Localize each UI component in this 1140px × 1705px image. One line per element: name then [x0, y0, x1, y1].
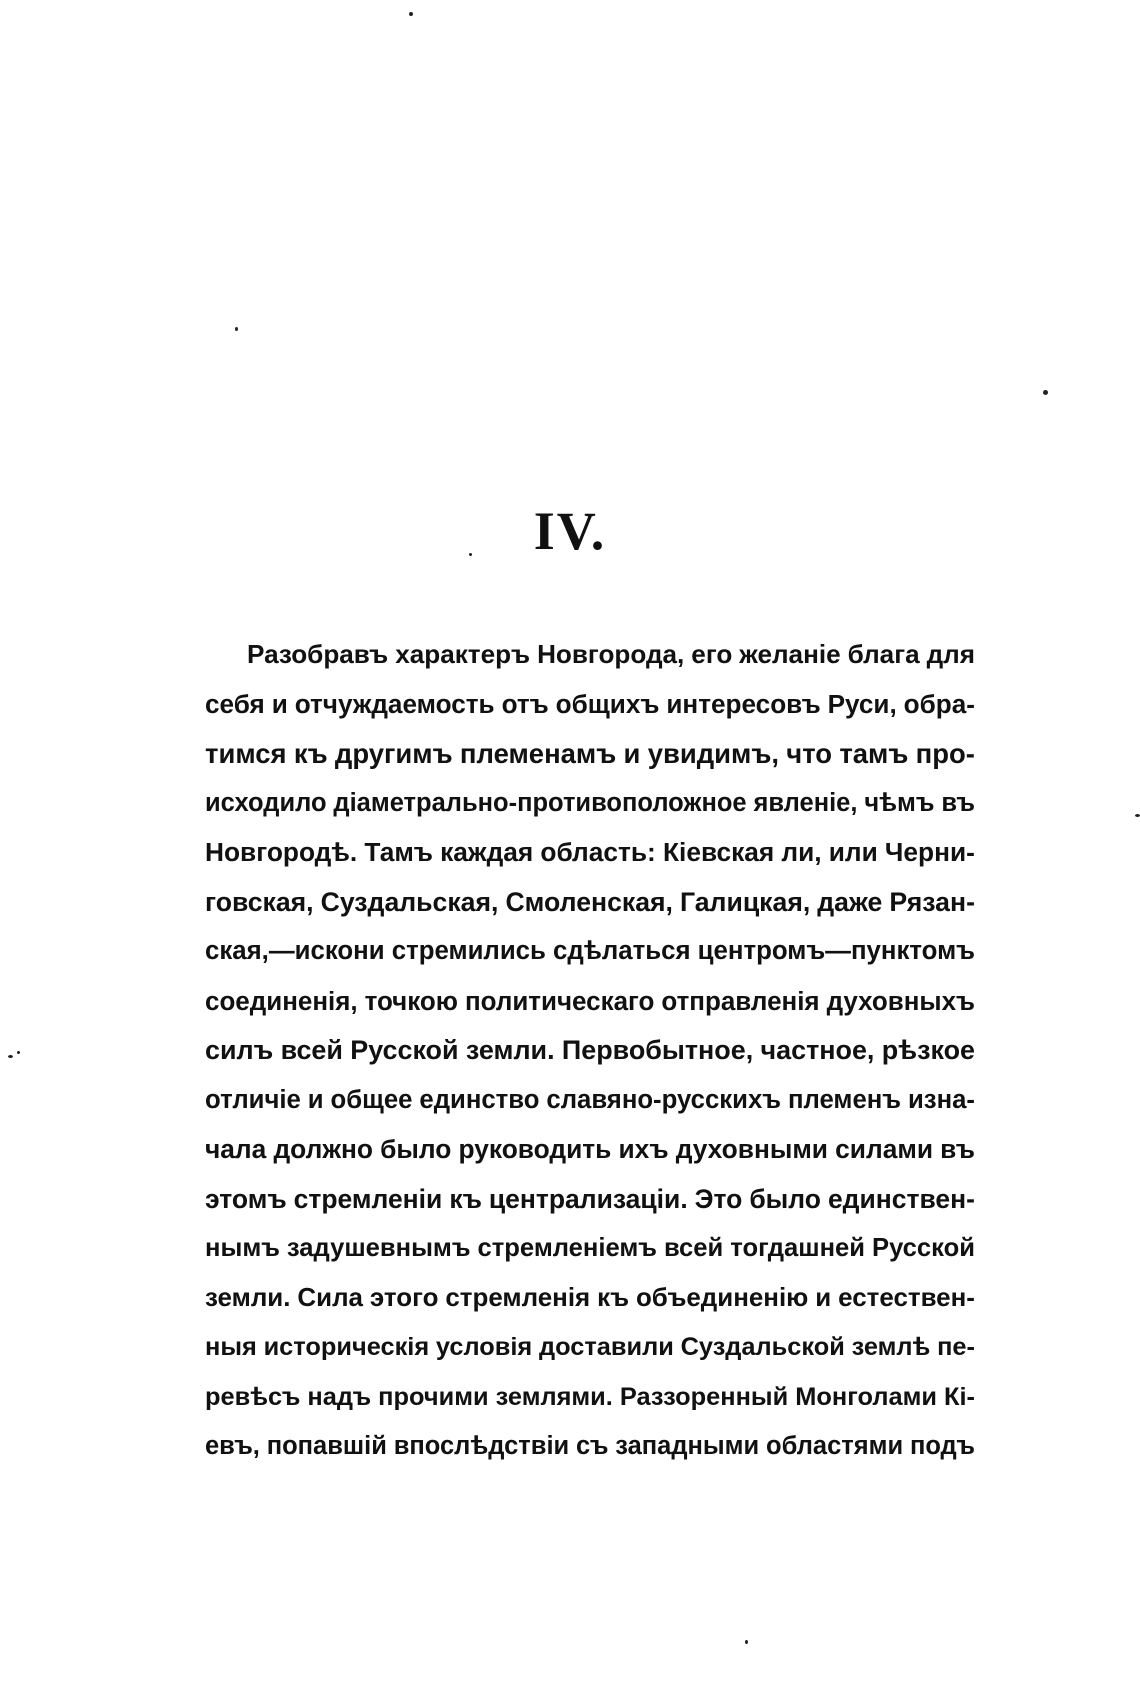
- word: чала: [205, 1134, 267, 1164]
- word: единство: [419, 1085, 540, 1114]
- word: земли.: [465, 1035, 555, 1065]
- word: Суздальская,: [320, 886, 499, 917]
- word: нымъ: [205, 1234, 280, 1262]
- word: единствен-: [827, 1183, 975, 1214]
- word: всей: [663, 1234, 724, 1262]
- word: чѣмъ: [864, 788, 935, 817]
- word: изна-: [908, 1085, 975, 1114]
- word: Смоленская,: [505, 886, 673, 917]
- body-paragraph: [205, 630, 975, 1472]
- word: Разобравъ: [247, 639, 389, 669]
- word: что: [786, 738, 833, 769]
- word: этого: [369, 1283, 439, 1312]
- word: общихъ: [555, 688, 660, 719]
- word: къ: [293, 738, 328, 769]
- word: руководить: [458, 1134, 612, 1164]
- word: духовныхъ: [826, 985, 975, 1016]
- word: Тамъ: [364, 837, 433, 867]
- word: характеръ: [395, 639, 531, 669]
- word: точкою: [364, 985, 458, 1016]
- word: должно: [273, 1134, 373, 1164]
- text-line: [205, 1224, 975, 1274]
- word: отличіе: [205, 1085, 301, 1114]
- text-line: [205, 1323, 975, 1373]
- word: областями: [766, 1432, 904, 1460]
- word: Черни-: [884, 837, 975, 867]
- word: всей: [280, 1035, 343, 1065]
- word: племенъ: [787, 1085, 902, 1114]
- word: Кіевская: [662, 837, 775, 867]
- word: стремленіемъ: [477, 1234, 657, 1262]
- word: ская,—искони: [205, 937, 385, 965]
- word: себя: [205, 688, 265, 719]
- word: даже: [817, 886, 883, 917]
- word: Сила: [297, 1283, 363, 1312]
- word: объединенію: [635, 1283, 809, 1312]
- word: область:: [540, 837, 656, 867]
- word: землями.: [495, 1382, 613, 1411]
- word: общее: [330, 1085, 413, 1114]
- word: землѣ: [851, 1333, 931, 1361]
- word: ныя: [205, 1333, 257, 1361]
- word: стремились: [391, 937, 546, 965]
- word: было: [380, 1134, 452, 1164]
- word: пе-: [937, 1333, 975, 1361]
- word: духовными: [675, 1134, 828, 1164]
- word: съ: [576, 1432, 609, 1460]
- word: частное,: [760, 1035, 875, 1065]
- word: Кі-: [944, 1382, 975, 1411]
- word: Галицкая,: [679, 886, 811, 917]
- word: задушевнымъ: [286, 1234, 471, 1262]
- word: къ: [597, 1283, 629, 1312]
- word: въ: [940, 1134, 975, 1164]
- word: условія: [435, 1333, 533, 1361]
- text-line: [205, 630, 975, 680]
- word: Монголами: [795, 1382, 937, 1411]
- word: силъ: [205, 1035, 274, 1065]
- word: этомъ: [205, 1183, 287, 1214]
- word: каждая: [440, 837, 534, 867]
- word: подъ: [909, 1432, 975, 1460]
- scan-speck: [8, 1055, 13, 1058]
- word: силами: [835, 1134, 934, 1164]
- word: Суздальской: [680, 1333, 845, 1361]
- word: для: [926, 639, 975, 669]
- word: Первобытное,: [561, 1035, 754, 1065]
- word: Руси,: [827, 688, 897, 719]
- word: и: [307, 1085, 324, 1114]
- word: про-: [915, 738, 975, 769]
- text-line: [205, 878, 975, 928]
- scan-speck: [409, 12, 413, 16]
- word: славяно-русскихъ: [546, 1085, 781, 1114]
- text-line: [205, 1373, 975, 1423]
- word: стремленіи: [293, 1183, 443, 1214]
- scan-speck: [235, 327, 238, 331]
- word: надъ: [307, 1382, 372, 1411]
- word: впослѣдствіи: [393, 1432, 570, 1460]
- text-line: [205, 1125, 975, 1175]
- word: центромъ—пунктомъ: [697, 937, 975, 965]
- text-line: [205, 1175, 975, 1225]
- word: и: [815, 1283, 832, 1312]
- word: западными: [615, 1432, 760, 1460]
- text-line: [205, 729, 975, 779]
- word: въ: [941, 788, 975, 817]
- word: Рязан-: [889, 886, 975, 917]
- word: племенамъ: [459, 738, 617, 769]
- word: прочими: [378, 1382, 489, 1411]
- word: блага: [847, 639, 920, 669]
- word: Русской: [872, 1234, 975, 1262]
- word: Новгорода,: [537, 639, 685, 669]
- word: къ: [449, 1183, 482, 1214]
- word: тогдашней: [730, 1234, 866, 1262]
- word: явленіе,: [753, 788, 858, 817]
- word: ревѣсъ: [205, 1382, 301, 1411]
- word: отправленія: [661, 985, 820, 1016]
- word: тамъ: [839, 738, 909, 769]
- word: попавшій: [266, 1432, 387, 1460]
- word: Новгородѣ.: [205, 837, 358, 867]
- scan-speck: [1043, 390, 1048, 395]
- word: желаніе: [739, 639, 841, 669]
- word: Раззоренный: [619, 1382, 789, 1411]
- text-line: [205, 1422, 975, 1472]
- text-line: [205, 828, 975, 878]
- word: діаметрально-противоположное: [333, 788, 747, 817]
- word: другимъ: [334, 738, 453, 769]
- text-line: [205, 977, 975, 1027]
- scan-speck: [745, 1640, 748, 1644]
- word: его: [691, 639, 733, 669]
- word: естествен-: [838, 1283, 975, 1312]
- text-line: [205, 1026, 975, 1076]
- text-line: [205, 1274, 975, 1324]
- word: сдѣлаться: [553, 937, 691, 965]
- word: рѣзкое: [881, 1035, 975, 1065]
- text-line: [205, 680, 975, 730]
- word: интересовъ: [666, 688, 821, 719]
- word: Русской: [350, 1035, 459, 1065]
- word: было: [749, 1183, 821, 1214]
- scan-speck: [1135, 814, 1140, 817]
- word: политическаго: [464, 985, 655, 1016]
- word: соединенія,: [205, 985, 358, 1016]
- text-line: [205, 779, 975, 829]
- text-line: [205, 1076, 975, 1126]
- word: и: [623, 738, 641, 769]
- word: ли,: [781, 837, 822, 867]
- word: отчуждаемость: [294, 688, 495, 719]
- chapter-heading: IV.: [533, 501, 607, 561]
- word: стремленія: [445, 1283, 591, 1312]
- word: тимся: [205, 738, 287, 769]
- word: историческія: [263, 1333, 430, 1361]
- text-line: [205, 927, 975, 977]
- word: централизаціи.: [488, 1183, 688, 1214]
- word: исходило: [205, 788, 327, 817]
- word: ихъ: [618, 1134, 669, 1164]
- word: Это: [694, 1183, 743, 1214]
- word: отъ: [501, 688, 549, 719]
- word: увидимъ,: [647, 738, 779, 769]
- word: обра-: [903, 688, 975, 719]
- word: говская,: [205, 886, 314, 917]
- word: евъ,: [205, 1432, 260, 1460]
- scan-speck: [17, 1051, 20, 1054]
- word: доставили: [539, 1333, 674, 1361]
- word: или: [828, 837, 878, 867]
- word: и: [271, 688, 288, 719]
- word: земли.: [205, 1283, 291, 1312]
